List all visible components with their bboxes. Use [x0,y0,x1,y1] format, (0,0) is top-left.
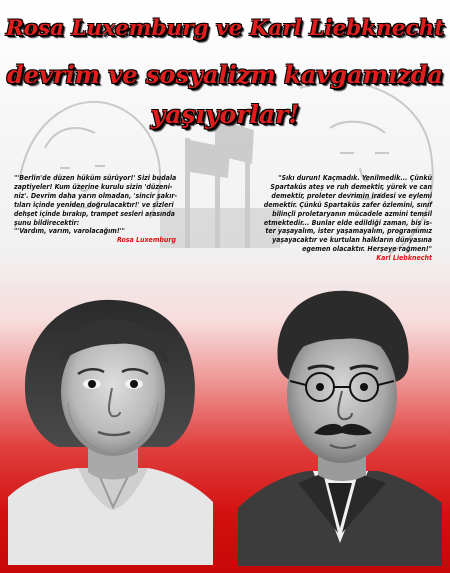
quote-line: Spartaküs ateş ve ruh demektir, yürek ve can [270,182,432,191]
quote-author-rosa: Rosa Luxemburg [116,236,176,245]
quote-line: niz'. Devrim daha yarın olmadan, 'sincir şakır- [14,191,178,200]
quote-line: demektir, proleter devrimin iradesi ve eylemi [271,191,432,200]
quote-line: egemen olacaktır. Herşeye rağmen!" [302,245,432,254]
rosa-luxemburg-portrait [8,292,213,565]
rosa-luxemburg-quote [14,174,178,245]
quote-line: tıları içinde yeniden doğrulacaktır!' ve sizleri [14,200,174,209]
quote-line: "'Berlin'de düzen hüküm sürüyor!' Sizi budala [14,174,177,182]
title-line-2: devrim ve sosyalizm kavgamızda [6,60,444,89]
quote-line: zaptiyeler! Kum üzerine kurulu sizin 'düzeni- [14,182,173,191]
quote-line: şunu bildirecektir: [14,218,80,227]
quote-line: "Sıkı durun! Kaçmadık. Yenilmedik... Çünkü [278,174,432,182]
quote-line: "'Vardım, varım, varolacağım!'" [14,227,125,236]
quote-line: etmektedir... Bunlar elde edildiği zaman, bis is- [263,218,432,227]
quote-line: dehşet içinde bırakıp, trampet sesleri arasında [14,209,175,218]
quote-line: yaşayacaktır ve kurtulan halkların dünyasına [272,236,432,245]
karl-liebknecht-portrait [238,283,442,566]
karl-liebknecht-quote [247,174,432,263]
title-line-3: yaşıyorlar! [150,100,300,129]
quote-line: bilinçli proletaryanın mücadele azmini temsil [272,209,432,218]
quote-line: ter yaşayalım, ister yaşamayalım, programımız [265,227,432,236]
quote-author-karl: Karl Liebknecht [376,254,432,263]
title-line-1: Rosa Luxemburg ve Karl Liebknecht [5,16,445,41]
quote-line: demektir. Çünkü Spartaküs zafer özlemini, sınıf [263,200,432,209]
